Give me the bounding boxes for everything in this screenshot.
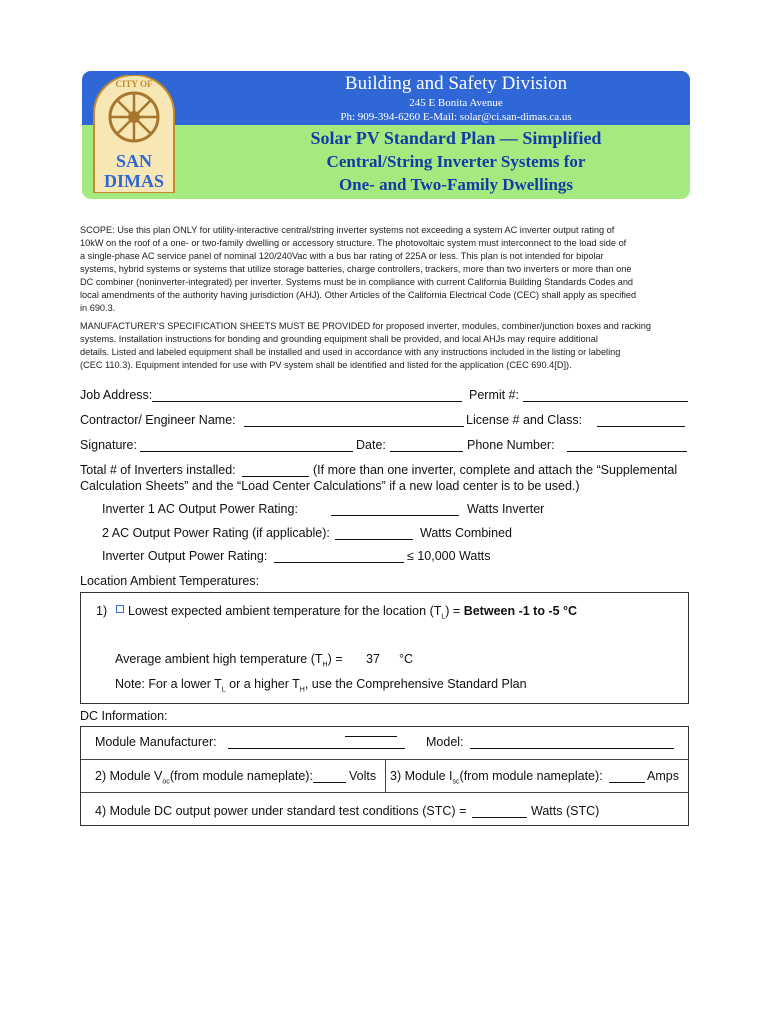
inverter-output-unit: ≤ 10,000 Watts bbox=[407, 549, 491, 563]
lowest-temp-label: Lowest expected ambient temperature for the location $(T_L)$ = Between -1 to -5 °C bbox=[128, 604, 578, 621]
scope-line: in 690.3. bbox=[80, 303, 116, 313]
plan-title-2: Central/String Inverter Systems for bbox=[326, 152, 586, 171]
scope-line: systems, hybrid systems or systems that utilize storage batteries, charge controllers, trackers, more than two inverters or more than one bbox=[80, 264, 632, 274]
job-address-label: Job Address: bbox=[80, 388, 153, 402]
isc-label: 3) Module $I_{sc}(from$ module nameplate): bbox=[390, 769, 603, 786]
plan-title-3: One- and Two-Family Dwellings bbox=[338, 175, 574, 194]
license-label: License # and Class: bbox=[466, 413, 583, 427]
date-label: Date: bbox=[356, 438, 386, 452]
manufacturer-line: (CEC 110.3). Equipment intended for use with PV system shall be identified and listed for the application (CEC 690.4[D]). bbox=[80, 360, 572, 370]
avg-temp-value: 37 bbox=[366, 652, 380, 666]
avg-temp-label: Average ambient high temperature $(T_H)$ = bbox=[115, 652, 343, 669]
inverter2-label: 2 AC Output Power Rating (if applicable): bbox=[102, 526, 330, 540]
license-field[interactable] bbox=[597, 426, 685, 427]
stc-unit: Watts (STC) bbox=[531, 804, 600, 818]
permit-field[interactable] bbox=[523, 401, 688, 402]
scope-paragraph bbox=[80, 224, 692, 315]
ambient-section-label: Location Ambient Temperatures: bbox=[80, 574, 260, 588]
scope-line: local amendments of the authority having jurisdiction (AHJ). Other Articles of the California Electrical Code (CEC) shall apply as specified bbox=[80, 290, 637, 300]
manufacturer-line: details. Listed and labeled equipment shall be installed and used in accordance with any instructions included in the listing or labeling bbox=[80, 347, 621, 357]
total-inverters-note-2: Calculation Sheets” and the “Load Center Calculations” if a new load center is to be used.) bbox=[80, 479, 580, 493]
total-inverters-note: (If more than one inverter, complete and attach the “Supplemental bbox=[313, 463, 678, 477]
ambient-item-number: 1) bbox=[96, 604, 108, 618]
scope-line: a single-phase AC service panel of nominal 120/240Vac with a bus bar rating of 225A or less. This plan is not intended for bipolar bbox=[80, 251, 604, 261]
permit-label: Permit #: bbox=[469, 388, 520, 402]
plan-title-1: Solar PV Standard Plan — Simplified bbox=[310, 128, 602, 148]
inverter1-unit: Watts Inverter bbox=[467, 502, 545, 516]
scope-line: 10kW on the roof of a one- or two-family dwelling or accessory structure. The photovoltaic system must interconnect to the load side of bbox=[80, 238, 627, 248]
total-inverters-field[interactable] bbox=[242, 476, 309, 477]
model-field[interactable] bbox=[470, 748, 674, 749]
job-address-field[interactable] bbox=[152, 401, 462, 402]
ambient-note: Note: For a lower $T_L$ or a higher $T_H$, use the Comprehensive Standard Plan bbox=[115, 677, 527, 694]
stc-label: 4) Module DC output power under standard test conditions (STC) = bbox=[95, 804, 467, 818]
header-banner bbox=[82, 71, 690, 199]
module-manufacturer-label: Module Manufacturer: bbox=[95, 735, 217, 749]
dc-row-divider bbox=[81, 792, 688, 793]
voc-label: 2) Module $V_{oc}(from$ module nameplate): bbox=[95, 769, 313, 786]
contractor-field[interactable] bbox=[244, 426, 464, 427]
inverter-output-field[interactable] bbox=[274, 562, 404, 563]
isc-unit: Amps bbox=[647, 769, 679, 783]
isc-field[interactable] bbox=[609, 782, 645, 783]
logo-name-1: SAN bbox=[115, 151, 153, 171]
dc-section-label: DC Information: bbox=[80, 709, 168, 723]
signature-label: Signature: bbox=[80, 438, 137, 452]
ambient-checkbox[interactable] bbox=[116, 605, 124, 613]
manufacturer-paragraph bbox=[80, 320, 692, 372]
inverter-output-label: Inverter Output Power Rating: bbox=[102, 549, 268, 563]
voc-field[interactable] bbox=[313, 782, 346, 783]
manufacturer-line: MANUFACTURER’S SPECIFICATION SHEETS MUST BE PROVIDED for proposed inverter, modules, combiner/junction boxes and racking bbox=[80, 321, 652, 331]
division-contact: Ph: 909-394-6260 E-Mail: solar@ci.san-dimas.ca.us bbox=[340, 111, 572, 123]
dc-col-divider bbox=[385, 760, 386, 792]
inverter2-unit: Watts Combined bbox=[420, 526, 512, 540]
contractor-label: Contractor/ Engineer Name: bbox=[80, 413, 236, 427]
avg-temp-unit: °C bbox=[399, 652, 414, 666]
division-address: 245 E Bonita Avenue bbox=[409, 97, 503, 109]
signature-field[interactable] bbox=[140, 451, 353, 452]
phone-field[interactable] bbox=[567, 451, 687, 452]
inverter1-label: Inverter 1 AC Output Power Rating: bbox=[102, 502, 298, 516]
inverter1-field[interactable] bbox=[331, 515, 459, 516]
voc-unit: Volts bbox=[349, 769, 377, 783]
logo-top-text: CITY OF bbox=[115, 79, 153, 89]
dc-short-line bbox=[345, 736, 397, 737]
logo-name-2: DIMAS bbox=[103, 171, 165, 191]
model-label: Model: bbox=[426, 735, 464, 749]
division-title: Building and Safety Division bbox=[344, 73, 568, 94]
phone-label: Phone Number: bbox=[467, 438, 555, 452]
city-seal-logo bbox=[92, 75, 176, 193]
inverter2-field[interactable] bbox=[335, 539, 413, 540]
scope-line: DC combiner (noninverter-integrated) per inverter. Systems must be in compliance with current California Building Standards Codes and bbox=[80, 277, 634, 287]
manufacturer-line: systems. Installation instructions for bonding and grounding equipment shall be provided, and local AHJs may require additional bbox=[80, 334, 598, 344]
lowest-temp-value: Between -1 to -5 °C bbox=[463, 604, 578, 618]
total-inverters-label: Total # of Inverters installed: bbox=[80, 463, 236, 477]
scope-line: SCOPE: Use this plan ONLY for utility-interactive central/string inverter systems not exceeding a system AC inverter output rating of bbox=[80, 225, 615, 235]
stc-field[interactable] bbox=[472, 817, 527, 818]
date-field[interactable] bbox=[390, 451, 463, 452]
module-manufacturer-field[interactable] bbox=[228, 748, 405, 749]
